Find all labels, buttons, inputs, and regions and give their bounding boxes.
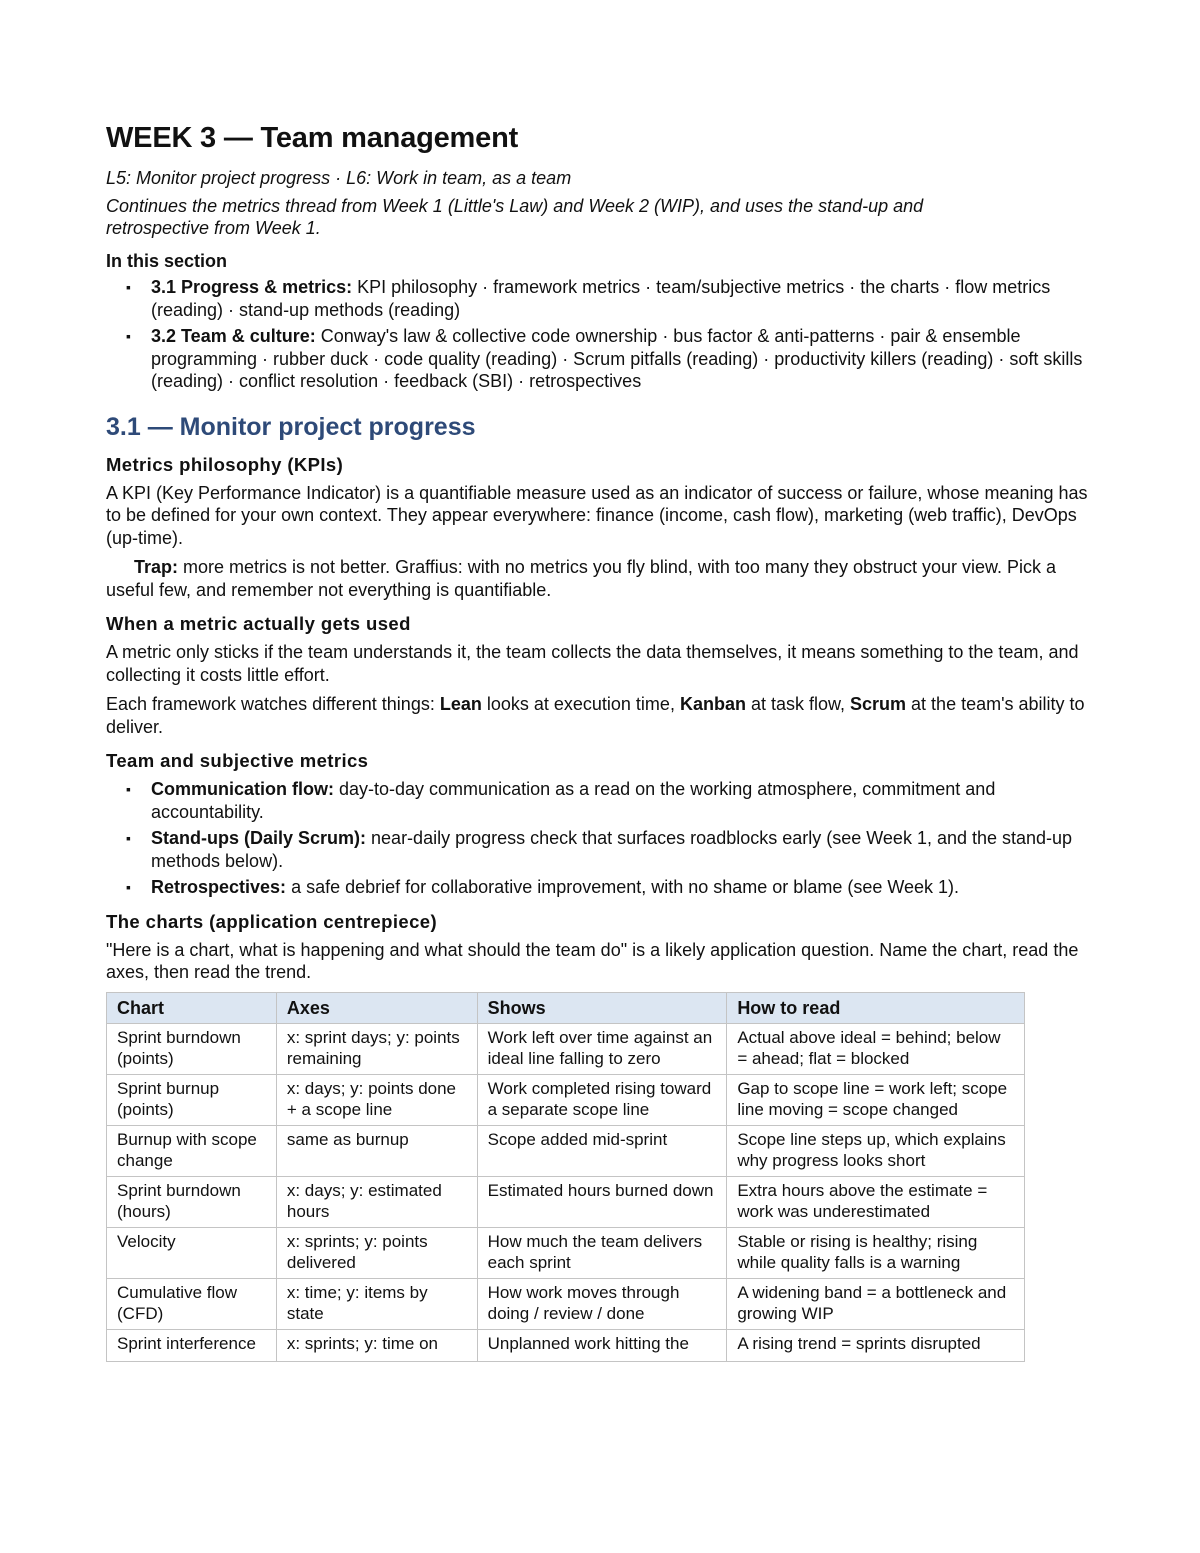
table-row xyxy=(107,1228,1025,1279)
list-item-text: day-to-day communication as a read on the working atmosphere, commitment and accountability. xyxy=(151,779,996,822)
usage-paragraph: A metric only sticks if the team understands it, the team collects the data themselves, it means something to the team, and collecting it costs little effort. xyxy=(106,642,1079,685)
continuity-note: Continues the metrics thread from Week 1 (Little's Law) and Week 2 (WIP), and uses the stand-up and retrospective from Week 1. xyxy=(106,196,924,238)
column-header: How to read xyxy=(727,992,1025,1024)
table-cell: Scope added mid-sprint xyxy=(477,1126,727,1177)
table-cell: How work moves through doing / review / done xyxy=(477,1279,727,1330)
bullet-icon: ▪ xyxy=(126,279,131,295)
table-cell: Extra hours above the estimate = work was underestimated xyxy=(727,1177,1025,1228)
bullet-icon: ▪ xyxy=(126,879,131,895)
table-cell: Burnup with scope change xyxy=(107,1126,277,1177)
table-cell: Sprint burndown (points) xyxy=(107,1024,277,1075)
table-cell: Sprint burndown (hours) xyxy=(107,1177,277,1228)
learning-outcomes: L5: Monitor project progress · L6: Work in team, as a team xyxy=(106,168,572,188)
fw-text-c: at task flow, xyxy=(745,694,851,714)
toc-heading: In this section xyxy=(106,251,228,271)
table-cell: Stable or rising is healthy; rising while quality falls is a warning xyxy=(727,1228,1025,1279)
list-item-label: Communication flow: xyxy=(151,779,334,799)
table-row xyxy=(107,1177,1025,1228)
table-cell: How much the team delivers each sprint xyxy=(477,1228,727,1279)
toc-item xyxy=(106,325,1094,393)
table-row xyxy=(107,1075,1025,1126)
table-cell: Gap to scope line = work left; scope line moving = scope changed xyxy=(727,1075,1025,1126)
charts-paragraph: "Here is a chart, what is happening and what should the team do" is a likely application question. Name the chart, read the axes, then read the trend. xyxy=(106,939,1079,982)
toc-item-text: Conway's law & collective code ownership · bus factor & anti-patterns · pair & ensemble programming · rubber duck · code quality (reading) · Scrum pitfalls (reading) · productivity killers (reading) · soft skills (reading) · conflict resolution · feedback (SBI) · retrospectives xyxy=(151,326,1083,391)
page-title: WEEK 3 — Team management xyxy=(106,122,519,154)
table-cell: x: sprints; y: time on xyxy=(276,1330,477,1362)
toc-item-label: 3.1 Progress & metrics: xyxy=(151,277,353,297)
fw-scrum: Scrum xyxy=(850,694,907,714)
fw-text-d: at the team's ability to deliver. xyxy=(106,694,1085,737)
trap-text: more metrics is not better. Graffius: with no metrics you fly blind, with too many they obstruct your view. Pick a useful few, and remember not everything is quantifiable. xyxy=(106,557,1057,600)
team-metrics-list xyxy=(106,778,1094,899)
table-cell: Cumulative flow (CFD) xyxy=(107,1279,277,1330)
list-item-text: a safe debrief for collaborative improvement, with no shame or blame (see Week 1). xyxy=(286,877,960,897)
fw-lean: Lean xyxy=(439,694,482,714)
table-cell: Scope line steps up, which explains why progress looks short xyxy=(727,1126,1025,1177)
bullet-icon: ▪ xyxy=(126,781,131,797)
charts-heading: The charts (application centrepiece) xyxy=(106,910,438,932)
table-row xyxy=(107,1279,1025,1330)
table-cell: Velocity xyxy=(107,1228,277,1279)
table-row xyxy=(107,1126,1025,1177)
table-cell: x: days; y: points done + a scope line xyxy=(276,1075,477,1126)
table-header-row xyxy=(107,992,1025,1024)
list-item xyxy=(106,778,1094,823)
table-cell: same as burnup xyxy=(276,1126,477,1177)
table-cell: Actual above ideal = behind; below = ahead; flat = blocked xyxy=(727,1024,1025,1075)
table-cell: x: sprint days; y: points remaining xyxy=(276,1024,477,1075)
list-item xyxy=(106,827,1094,872)
list-item-label: Retrospectives: xyxy=(151,877,287,897)
charts-table xyxy=(106,992,1025,1362)
fw-text-a: Each framework watches different things: xyxy=(106,694,440,714)
bullet-icon: ▪ xyxy=(126,328,131,344)
table-cell: x: days; y: estimated hours xyxy=(276,1177,477,1228)
table-row xyxy=(107,1024,1025,1075)
section-heading: 3.1 — Monitor project progress xyxy=(106,412,476,441)
team-metrics-heading: Team and subjective metrics xyxy=(106,750,369,771)
toc-item xyxy=(106,276,1094,321)
table-cell: x: sprints; y: points delivered xyxy=(276,1228,477,1279)
trap-paragraph xyxy=(106,556,1094,601)
usage-heading: When a metric actually gets used xyxy=(106,613,411,634)
table-cell: Estimated hours burned down xyxy=(477,1177,727,1228)
kpi-paragraph: A KPI (Key Performance Indicator) is a quantifiable measure used as an indicator of success or failure, whose meaning has to be defined for your own context. They appear everywhere: finance (income, cash flow), marketing (web traffic), DevOps (up-time). xyxy=(106,482,1088,548)
table-cell: Sprint interference xyxy=(107,1330,277,1362)
toc-list xyxy=(106,276,1094,393)
list-item-label: Stand-ups (Daily Scrum): xyxy=(151,828,367,848)
table-cell: x: time; y: items by state xyxy=(276,1279,477,1330)
table-cell: A widening band = a bottleneck and growing WIP xyxy=(727,1279,1025,1330)
column-header: Shows xyxy=(477,992,727,1024)
bullet-icon: ▪ xyxy=(126,830,131,846)
framework-paragraph xyxy=(106,693,1094,738)
toc-item-label: 3.2 Team & culture: xyxy=(151,326,316,346)
toc-item-text: KPI philosophy · framework metrics · team/subjective metrics · the charts · flow metrics (reading) · stand-up methods (reading) xyxy=(151,277,1051,320)
list-item xyxy=(106,876,1094,899)
table-cell: Unplanned work hitting the xyxy=(477,1330,727,1362)
table-cell: A rising trend = sprints disrupted xyxy=(727,1330,1025,1362)
fw-text-b: looks at execution time, xyxy=(481,694,680,714)
column-header: Axes xyxy=(276,992,477,1024)
table-cell: Sprint burnup (points) xyxy=(107,1075,277,1126)
trap-label: Trap: xyxy=(134,557,179,577)
table-cell: Work left over time against an ideal line falling to zero xyxy=(477,1024,727,1075)
list-item-text: near-daily progress check that surfaces roadblocks early (see Week 1, and the stand-up methods below). xyxy=(151,828,1073,871)
fw-kanban: Kanban xyxy=(679,694,746,714)
table-row xyxy=(107,1330,1025,1362)
kpi-heading: Metrics philosophy (KPIs) xyxy=(106,453,344,475)
column-header: Chart xyxy=(107,992,277,1024)
table-cell: Work completed rising toward a separate scope line xyxy=(477,1075,727,1126)
